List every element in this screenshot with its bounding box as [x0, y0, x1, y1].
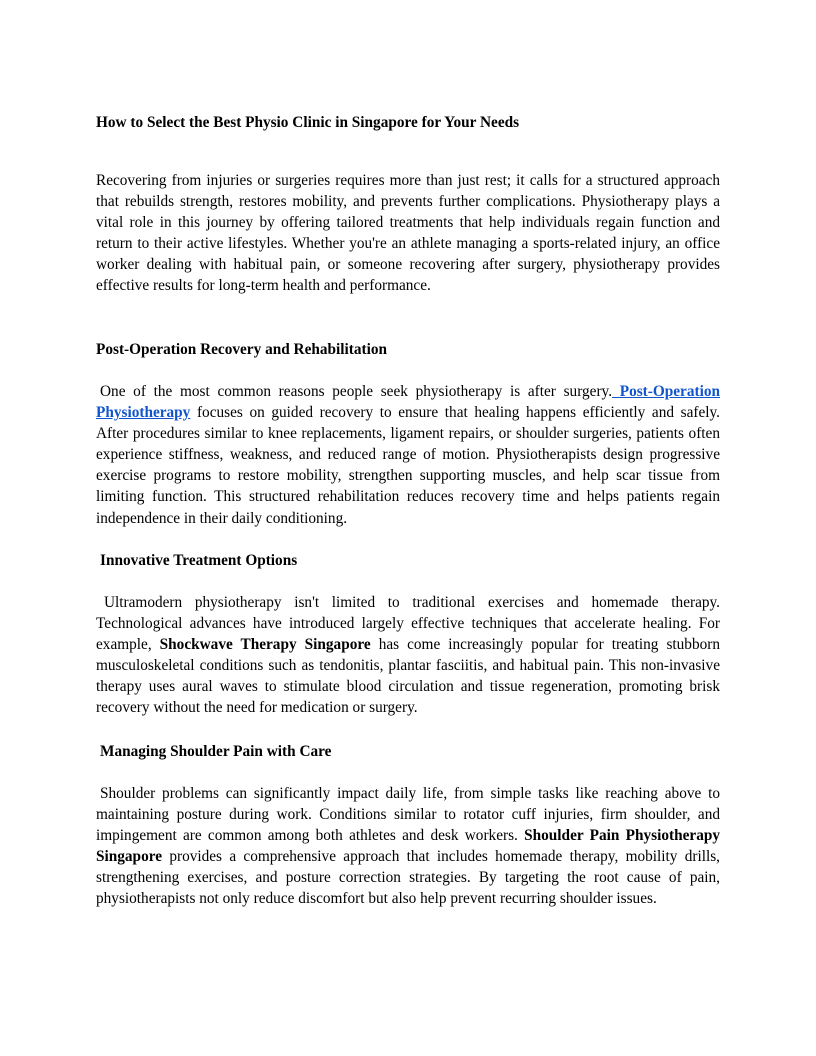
section-heading-post-operation: Post-Operation Recovery and Rehabilitation	[96, 341, 388, 358]
section-paragraph-shoulder-pain	[96, 783, 720, 910]
section-paragraph-innovative-treatment	[96, 592, 720, 719]
section-heading-shoulder-pain: Managing Shoulder Pain with Care	[100, 743, 332, 760]
text: Shoulder problems can significantly impact daily life, from simple tasks like reaching above to maintaining posture during work. Conditions similar to rotator cuff injuries, firm shoulder, and impingement are common among both athletes and desk workers.	[96, 785, 720, 845]
text: has come increasingly popular for treating stubborn musculoskeletal conditions such as tendonitis, plantar fasciitis, and habitual pain. This non-invasive therapy uses aural waves to stimulate blood circulation and tissue regeneration, promoting brisk recovery without the need for medication or surgery.	[96, 636, 720, 717]
bold-term: Shockwave Therapy Singapore	[159, 636, 371, 654]
intro-paragraph: Recovering from injuries or surgeries requires more than just rest; it calls for a structured approach that rebuilds strength, restores mobility, and prevents further complications. Physiotherapy plays a vital role in this journey by offering tailored treatments that help individuals regain function and return to their active lifestyles. Whether you're an athlete managing a sports-related injury, an office worker dealing with habitual pain, or someone recovering after surgery, physiotherapy provides effective results for long-term health and performance.	[96, 172, 720, 295]
text: One of the most common reasons people seek physiotherapy is after surgery.	[100, 383, 613, 400]
section-paragraph-post-operation	[96, 381, 720, 529]
text: provides a comprehensive approach that includes homemade therapy, mobility drills, strengthening exercises, and posture correction strategies. By targeting the root cause of pain, physiotherapists not only reduce discomfort but also help prevent recurring shoulder issues.	[96, 848, 720, 908]
post-operation-physiotherapy-link[interactable]: Post-Operation Physiotherapy	[96, 383, 720, 422]
section-heading-innovative-treatment: Innovative Treatment Options	[100, 552, 298, 569]
text: focuses on guided recovery to ensure that healing happens efficiently and safely. After procedures similar to knee replacements, ligament repairs, or shoulder surgeries, patients often experience stiffness, weakness, and reduced range of motion. Physiotherapists design progressive exercise programs to restore mobility, strengthen supporting muscles, and help scar tissue from limiting function. This structured rehabilitation reduces recovery time and helps patients regain independence in their daily conditioning.	[96, 404, 720, 527]
text: Ultramodern physiotherapy isn't limited to traditional exercises and homemade therapy. Technological advances have introduced largely effective techniques that accelerate healing. For example,	[96, 594, 720, 654]
document-title: How to Select the Best Physio Clinic in Singapore for Your Needs	[96, 114, 520, 131]
bold-term: Shoulder Pain Physiotherapy Singapore	[96, 827, 720, 866]
